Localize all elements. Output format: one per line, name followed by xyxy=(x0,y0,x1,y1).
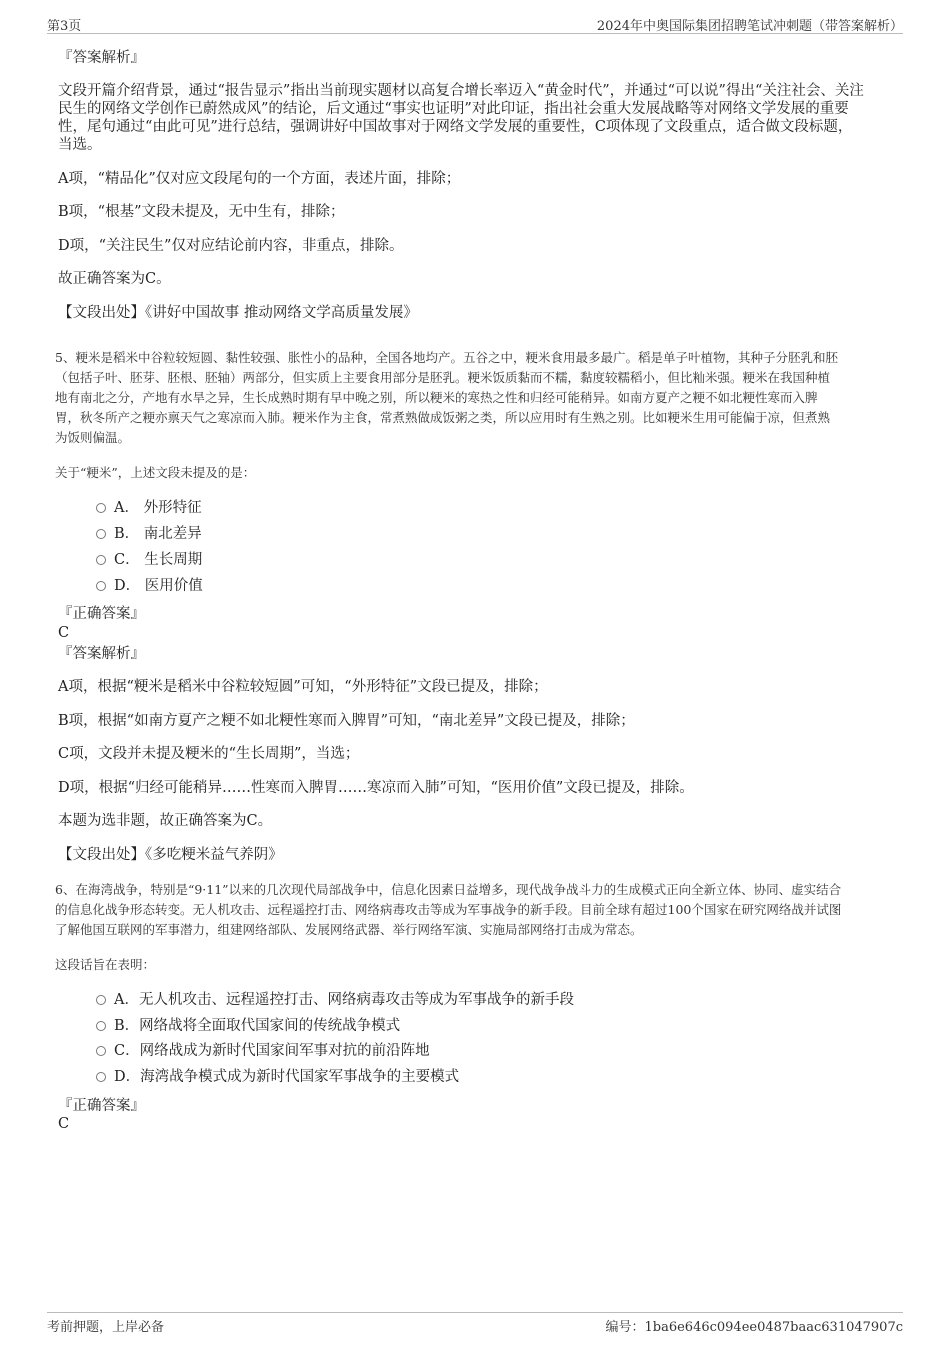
radio-icon[interactable] xyxy=(96,995,106,1005)
question-stem-line: 6、在海湾战争，特别是“9·11”以来的几次现代局部战争中，信息化因素日益增多，现代战争战斗力的生成模式正向全新立体、协同、虚实结合 xyxy=(55,882,842,897)
page-footer xyxy=(47,1312,903,1337)
option-label: B．网络战将全面取代国家间的传统战争模式 xyxy=(114,1018,401,1034)
document-id: 编号：1ba6e646c094ee0487baac631047907c xyxy=(605,1320,903,1335)
radio-icon[interactable] xyxy=(96,555,106,565)
option-c[interactable] xyxy=(96,551,202,569)
question-stem-line: 地有南北之分，产地有水旱之异，生长成熟时期有早中晚之别，所以粳米的寒热之性和归经可能稍异。如南方夏产之粳不如北粳性寒而入脾 xyxy=(55,390,818,405)
source-citation: 【文段出处】《讲好中国故事 推动网络文学高质量发展》 xyxy=(58,305,418,321)
analysis-paragraph-line: 当选。 xyxy=(58,137,102,153)
source-citation: 【文段出处】《多吃粳米益气养阴》 xyxy=(58,847,283,863)
question-stem-line: 了解他国互联网的军事潜力，组建网络部队、发展网络武器、举行网络军演、实施局部网络打击成为常态。 xyxy=(55,922,643,937)
document-title: 2024年中奥国际集团招聘笔试冲刺题（带答案解析） xyxy=(596,19,903,34)
question-stem-line: 胃，秋冬所产之粳亦禀天气之寒凉而入肺。粳米作为主食，常煮熟做成饭粥之类，所以应用时有生熟之别。比如粳米生用可能偏于凉，但煮熟 xyxy=(55,410,831,425)
correct-answer: C xyxy=(58,1116,70,1132)
analysis-label: 『答案解析』 xyxy=(58,50,145,66)
correct-answer: C xyxy=(58,625,70,641)
option-label: B． 南北差异 xyxy=(114,526,202,542)
correct-answer-label: 『正确答案』 xyxy=(58,606,145,622)
analysis-option-d: D项，根据“归经可能稍异……性寒而入脾胃……寒凉而入肺”可知，“医用价值”文段已提及，排除。 xyxy=(58,780,694,796)
question-stem-line: 为饭则偏温。 xyxy=(55,430,131,445)
analysis-option-b: B项，根据“如南方夏产之粳不如北粳性寒而入脾胃”可知，“南北差异”文段已提及，排除； xyxy=(58,713,635,729)
radio-icon[interactable] xyxy=(96,503,106,513)
option-label: D．海湾战争模式成为新时代国家军事战争的主要模式 xyxy=(114,1069,460,1085)
page-header xyxy=(47,13,903,34)
radio-icon[interactable] xyxy=(96,1072,106,1082)
question-stem-line: （包括子叶、胚芽、胚根、胚轴）两部分，但实质上主要食用部分是胚乳。粳米饭质黏而不糯，黏度较糯稻小，但比籼米强。粳米在我国种植 xyxy=(55,370,831,385)
analysis-option-a: A项，“精品化”仅对应文段尾句的一个方面，表述片面，排除； xyxy=(58,171,461,187)
analysis-option-d: D项，“关注民生”仅对应结论前内容，非重点，排除。 xyxy=(58,238,404,254)
analysis-label: 『答案解析』 xyxy=(58,646,145,662)
option-a[interactable] xyxy=(96,499,202,517)
analysis-option-c: C项，文段并未提及粳米的“生长周期”，当选； xyxy=(58,746,360,762)
footer-slogan: 考前押题，上岸必备 xyxy=(47,1320,165,1335)
analysis-paragraph-line: 民生的网络文学创作已蔚然成风”的结论，后文通过“事实也证明”对此印证，指出社会重大发展战略等对网络文学发展的重要 xyxy=(58,101,849,117)
analysis-paragraph-line: 文段开篇介绍背景，通过“报告显示”指出当前现实题材以高复合增长率迈入“黄金时代”，并通过“可以说”得出“关注社会、关注 xyxy=(58,83,864,99)
option-label: C． 生长周期 xyxy=(114,552,203,568)
option-b[interactable] xyxy=(96,1017,400,1035)
correct-answer-label: 『正确答案』 xyxy=(58,1098,145,1114)
analysis-paragraph-line: 性，尾句通过“由此可见”进行总结，强调讲好中国故事对于网络文学发展的重要性，C项体现了文段重点，适合做文段标题， xyxy=(58,119,853,135)
question-stem-line: 的信息化战争形态转变。无人机攻击、远程遥控打击、网络病毒攻击等成为军事战争的新手段。目前全球有超过100个国家在研究网络战并试图 xyxy=(55,902,842,917)
radio-icon[interactable] xyxy=(96,1021,106,1031)
option-d[interactable] xyxy=(96,1068,459,1086)
option-b[interactable] xyxy=(96,525,202,543)
option-c[interactable] xyxy=(96,1042,430,1060)
analysis-option-b: B项，“根基”文段未提及，无中生有，排除； xyxy=(58,204,345,220)
option-d[interactable] xyxy=(96,577,203,595)
radio-icon[interactable] xyxy=(96,529,106,539)
analysis-option-a: A项，根据“粳米是稻米中谷粒较短圆”可知，“外形特征”文段已提及，排除； xyxy=(58,679,548,695)
option-label: D． 医用价值 xyxy=(114,578,203,594)
question-stem-line: 5、粳米是稻米中谷粒较短圆、黏性较强、胀性小的品种，全国各地均产。五谷之中，粳米食用最多最广。稻是单子叶植物，其种子分胚乳和胚 xyxy=(55,350,838,365)
analysis-conclusion: 本题为选非题，故正确答案为C。 xyxy=(58,813,273,829)
page-number: 第3页 xyxy=(47,19,82,34)
question-prompt: 这段话旨在表明： xyxy=(55,957,156,972)
option-label: A．无人机攻击、远程遥控打击、网络病毒攻击等成为军事战争的新手段 xyxy=(114,992,574,1008)
radio-icon[interactable] xyxy=(96,1046,106,1056)
radio-icon[interactable] xyxy=(96,581,106,591)
option-label: A． 外形特征 xyxy=(114,500,202,516)
option-label: C．网络战成为新时代国家间军事对抗的前沿阵地 xyxy=(114,1043,430,1059)
question-prompt: 关于“粳米”，上述文段未提及的是： xyxy=(55,465,256,480)
analysis-conclusion: 故正确答案为C。 xyxy=(58,271,171,287)
option-a[interactable] xyxy=(96,991,574,1009)
